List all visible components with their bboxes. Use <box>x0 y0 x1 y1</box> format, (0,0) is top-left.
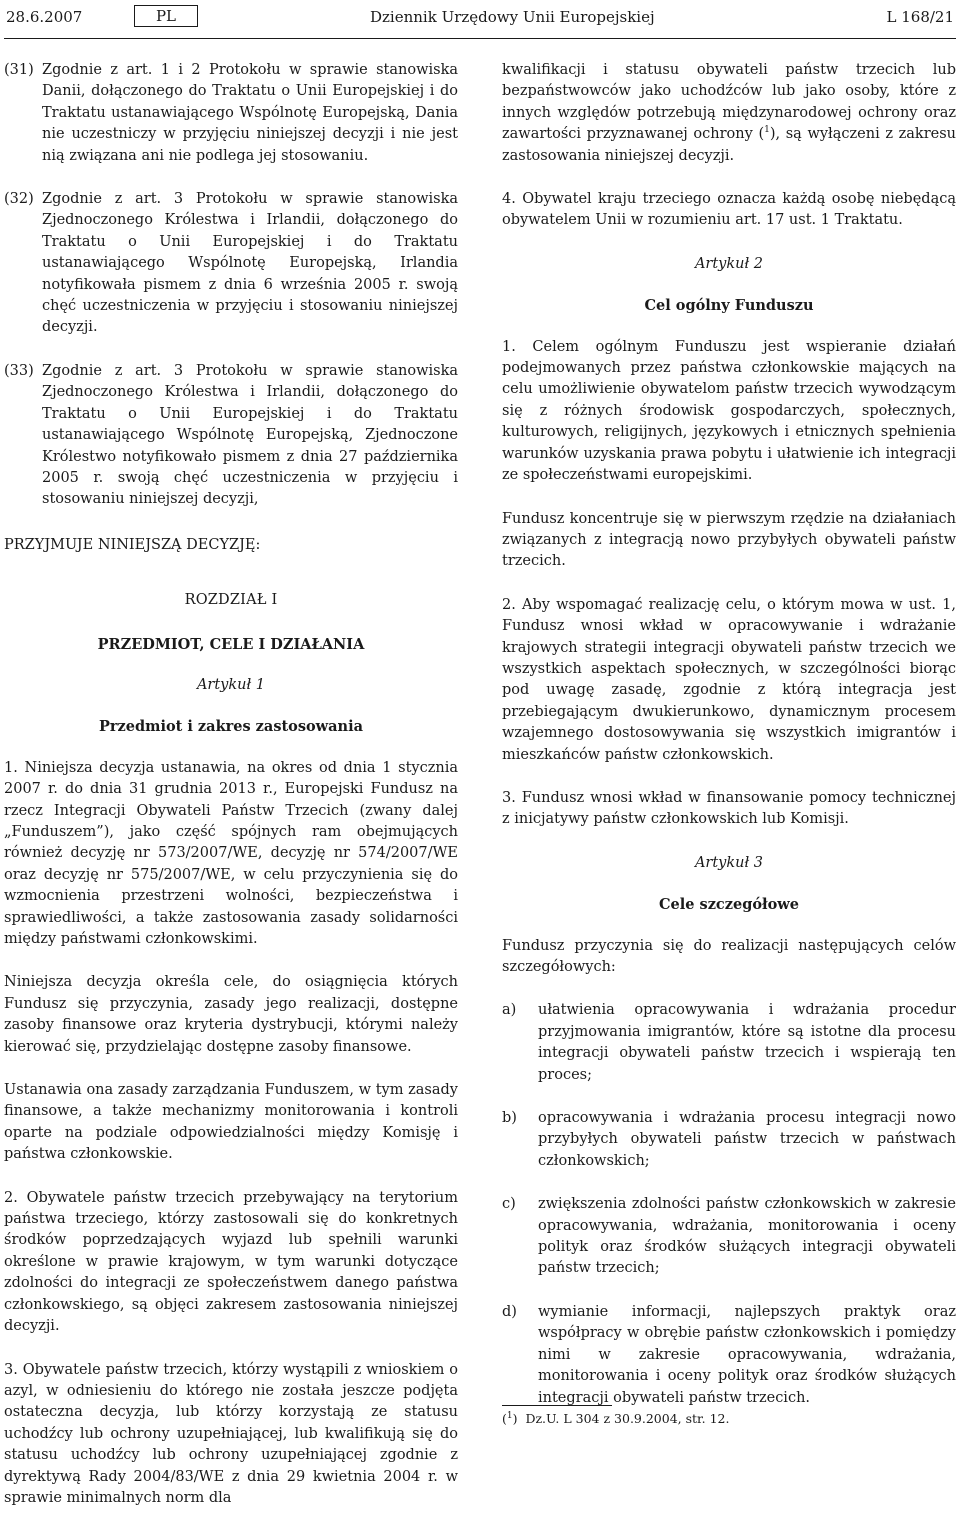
footnote-ref[interactable]: 1 <box>764 125 770 136</box>
recital-text: Zgodnie z art. 3 Protokołu w sprawie stanowiska Zjednoczonego Królestwa i Irlandii, dołączonego do Traktatu o Unii Europejskiej i do Traktatu ustanawiającego Wspólnotę Europejską, Irlandia notyfikowała pismem z dnia 6 września 2005 r. swoją chęć uczestniczenia w przyjęciu i stosowaniu niniejszej decyzji. <box>42 191 458 336</box>
article-paragraph: 2. Aby wspomagać realizację celu, o którym mowa w ust. 1, Fundusz wnosi wkład w opracowywanie i wdrażanie krajowych strategii integracji obywateli państw trzecich we wszystkich aspektach społecznych, w szczególności biorąc pod uwagę zasadę, zgodnie z którą integracja jest przebiegającym dwukierunkowo, dynamicznym procesem wzajemnego dostosowywania się wszystkich imigrantów i mieszkańców państw członkowskich. <box>502 596 956 763</box>
article-paragraph: Fundusz koncentruje się w pierwszym rzędzie na działaniach związanych z integracją nowo przybyłych obywateli państw trzecich. <box>502 510 956 570</box>
article-intro: Fundusz przyczynia się do realizacji następujących celów szczegółowych: <box>502 937 956 975</box>
left-column <box>4 60 458 1531</box>
list-item-label: d) <box>502 1303 517 1320</box>
list-item-text: opracowywania i wdrażania procesu integracji nowo przybyłych obywateli państw trzecich w państwach członkowskich; <box>538 1110 956 1169</box>
recital <box>4 60 458 167</box>
article-paragraph: Ustanawia ona zasady zarządzania Funduszem, w tym zasady finansowe, a także mechanizmy monitorowania i kontroli oparte na podziale odpowiedzialności między Komisję i państwa członkowskie. <box>4 1082 458 1163</box>
article-paragraph: 3. Obywatele państw trzecich, którzy wystąpili z wnioskiem o azyl, w odniesieniu do którego nie została jeszcze podjęta ostateczna decyzja, lub którzy korzystają ze statusu uchodźcy lub ochrony uzupełniającej, lub kwalifikują się do statusu uchodźcy lub ochrony uzupełniającej zgodnie z dyrektywą Rady 2004/83/WE z dnia 29 kwietnia 2004 r. w sprawie minimalnych norm dla <box>4 1361 458 1506</box>
footnote: ($^1$) Dz.U. L 304 z 30.9.2004, str. 12. <box>502 1410 730 1426</box>
recital <box>4 189 458 339</box>
article-3-title: Cele szczegółowe <box>658 896 799 914</box>
right-column <box>502 60 956 1431</box>
chapter-label: ROZDZIAŁ I <box>184 592 278 609</box>
continued-text: kwalifikacji i statusu obywateli państw trzecich lub bezpaństwowców jako uchodźców lub jako osoby, które z innych względów potrzebują międzynarodowej ochrony oraz zawartości przyznawanej ochrony ( <box>502 62 956 143</box>
list-item-label: a) <box>502 1002 517 1019</box>
footnote-mark: 1 <box>506 1410 513 1421</box>
list-item <box>502 1000 956 1086</box>
list-item-text: wymianie informacji, najlepszych praktyk oraz współpracy w obrębie państw członkowskich i pomiędzy nimi w zakresie opracowywania, wdrażania, monitorowania i oceny polityk oraz środków służących integracji obywateli państw trzecich. <box>538 1303 956 1406</box>
footnote-text: Dz.U. L 304 z 30.9.2004, str. 12. <box>525 1411 730 1426</box>
chapter-title: PRZEDMIOT, CELE I DZIAŁANIA <box>97 635 365 653</box>
continued-text-end: ), są wyłączeni z zakresu zastosowania niniejszej decyzji. <box>502 126 956 164</box>
article-paragraph: 3. Fundusz wnosi wkład w finansowanie pomocy technicznej z inicjatywy państw członkowskich lub Komisji. <box>502 789 956 828</box>
recital-number: (32) <box>4 191 34 208</box>
article-1-title: Przedmiot i zakres zastosowania <box>98 718 364 736</box>
list-item-text: zwiększenia zdolności państw członkowskich w zakresie opracowywania, wdrażania, monitorowania i oceny polityk oraz środków służących integracji obywateli państw trzecich; <box>538 1196 956 1277</box>
article-1-label: Artykuł 1 <box>196 676 266 693</box>
header-rule <box>4 38 956 39</box>
decision-formula: PRZYJMUJE NINIEJSZĄ DECYZJĘ: <box>4 536 261 553</box>
language-box: PL <box>134 5 198 27</box>
publication-date: 28.6.2007 <box>6 8 83 26</box>
recital-text: Zgodnie z art. 3 Protokołu w sprawie stanowiska Zjednoczonego Królestwa i Irlandii, dołączonego do Traktatu o Unii Europejskiej i do Traktatu ustanawiającego Wspólnotę Europejską, Zjednoczone Królestwo notyfikowało pismem z dnia 27 października 2005 r. swoją chęć uczestniczenia w przyjęciu i stosowaniu niniejszej decyzji, <box>42 362 458 508</box>
list-item <box>502 1194 956 1280</box>
list-item <box>502 1108 956 1172</box>
continued-paragraph <box>502 60 956 167</box>
recital-number: (33) <box>4 362 34 379</box>
journal-title: Dziennik Urzędowy Unii Europejskiej <box>370 8 655 26</box>
recital-text: Zgodnie z art. 1 i 2 Protokołu w sprawie stanowiska Danii, dołączonego do Traktatu o Unii Europejskiej i do Traktatu ustanawiającego Wspólnotę Europejską, Dania nie uczestniczy w przyjęciu niniejszej decyzji i nie jest nią związana ani nie podlega jej stosowaniu. <box>42 62 458 164</box>
article-paragraph: 2. Obywatele państw trzecich przebywający na terytorium państwa trzeciego, którzy zastosowali się do konkretnych środków poprzedzających wyjazd lub spełnili warunki określone w prawie krajowym, w tym warunki dotyczące zdolności do integracji ze społeczeństwem danego państwa członkowskiego, są objęci zakresem zastosowania niniejszej decyzji. <box>4 1189 458 1335</box>
article-2-title: Cel ogólny Funduszu <box>644 297 814 315</box>
list-item-text: ułatwienia opracowywania i wdrażania procedur przyjmowania imigrantów, które są istotne dla procesu integracji obywateli państw trzecich i wspierają ten proces; <box>538 1002 956 1083</box>
article-paragraph: 4. Obywatel kraju trzeciego oznacza każdą osobę niebędącą obywatelem Unii w rozumieniu art. 17 ust. 1 Traktatu. <box>502 191 956 229</box>
list-item <box>502 1302 956 1409</box>
article-2-label: Artykuł 2 <box>694 255 764 272</box>
recital <box>4 361 458 511</box>
page-reference: L 168/21 <box>886 8 954 26</box>
article-paragraph: 1. Niniejsza decyzja ustanawia, na okres od dnia 1 stycznia 2007 r. do dnia 31 grudnia 2013 r., Europejski Fundusz na rzecz Integracji Obywateli Państw Trzecich (zwany dalej „Funduszem”), jako część spójnych ram obejmujących również decyzję nr 573/2007/WE, decyzję nr 574/2007/WE oraz decyzję nr 575/2007/WE, w celu przyczynienia się do wzmocnienia przestrzeni wolności, bezpieczeństwa i sprawiedliwości, a także zastosowania zasady solidarności między państwami członkowskimi. <box>4 759 458 947</box>
article-paragraph: 1. Celem ogólnym Funduszu jest wspieranie działań podejmowanych przez państwa członkowskie mających na celu umożliwienie obywatelom państw trzecich wywodzącym się z różnych środowisk gospodarczych, społecznych, kulturowych, religijnych, językowych i etnicznych spełnienia warunków uzyskania prawa pobytu i ułatwienie ich integracji ze społeczeństwami europejskimi. <box>502 338 956 484</box>
footnote-rule <box>502 1405 612 1406</box>
list-item-label: c) <box>502 1196 516 1213</box>
recital-number: (31) <box>4 62 34 78</box>
list-item-label: b) <box>502 1110 517 1127</box>
article-paragraph: Niniejsza decyzja określa cele, do osiągnięcia których Fundusz się przyczynia, zasady jego realizacji, dostępne zasoby finansowe oraz kryteria dystrybucji, którymi należy kierować się, przydzielając dostępne zasoby finansowe. <box>4 974 458 1055</box>
article-3-label: Artykuł 3 <box>694 854 764 871</box>
